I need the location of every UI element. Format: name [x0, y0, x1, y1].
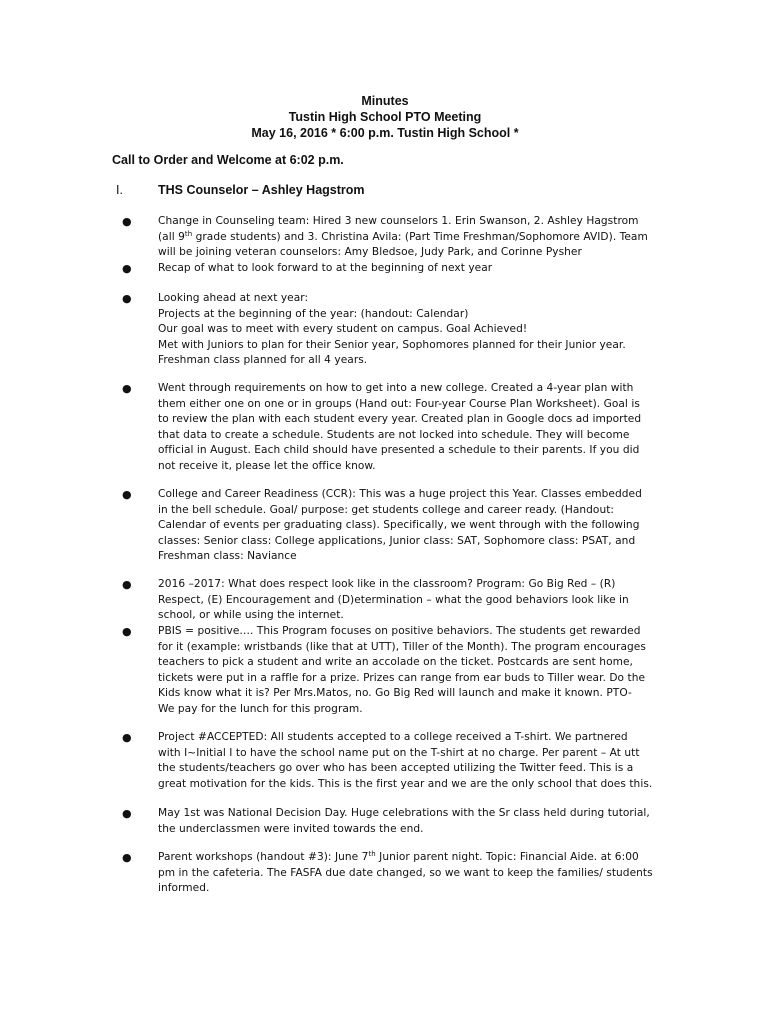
list-item-text: 2016 –2017: What does respect look like in the classroom? Program: Go Big Red – (R) Respect, (E) Encouragement and (D)etermination – what the good behaviors look like in school, or while using the internet. [158, 578, 629, 621]
section-number: I. [116, 183, 123, 197]
bullet-icon: ● [122, 488, 132, 501]
bullet-icon: ● [122, 731, 132, 744]
bullet-icon: ● [122, 625, 132, 638]
list-item-text: Project #ACCEPTED: All students accepted to a college received a T-shirt. We partnered with I~Initial I to have the school name put on the T-shirt at no charge. Per parent – At utt the students/teachers go over who has been accepted utilizing the Twitter feed. This is a great motivation for the kids. This is the first year and we are the only school that does this. [158, 731, 653, 790]
list-item-text: College and Career Readiness (CCR): This was a huge project this Year. Classes embedded in the bell schedule. Goal/ purpose: get students college and career ready. (Handout: Calendar of events per graduating class). Specifically, we went through with the following classes: Senior class: College applications, Junior class: SAT, Sophomore class: PSAT, and Freshman class: Naviance [158, 488, 642, 562]
list-item-text: Went through requirements on how to get into a new college. Created a 4-year plan with them either one on one or in groups (Hand out: Four-year Course Plan Worksheet). Goal is to review the plan with each student every year. Created plan in Google docs ad imported that data to create a schedule. Students are not locked into schedule. They will become official in August. Each child should have presented a schedule to their parents. If you did not receive it, please let the office know. [158, 382, 642, 472]
list-item-text: Looking ahead at next year: Projects at the beginning of the year: (handout: Calendar) Our goal was to meet with every student on campus. Goal Achieved! Met with Juniors to plan for their Senior year, Sophomores planned for their Junior year. Freshman class planned for all 4 years. [158, 292, 626, 366]
bullet-icon: ● [122, 578, 132, 591]
bullet-icon: ● [122, 807, 132, 820]
document-header [0, 93, 770, 141]
bullet-icon: ● [122, 262, 132, 275]
document-title: Minutes [361, 94, 409, 108]
list-item-text: May 1st was National Decision Day. Huge celebrations with the Sr class held during tutorial, the underclassmen were invited towards the end. [158, 807, 650, 835]
list-item-text: PBIS = positive…. This Program focuses on positive behaviors. The students get rewarded for it (example: wristbands (like that at UTT), Tiller of the Month). The program encourages teachers to pick a student and write an accolade on the ticket. Postcards are sent home, tickets were put in a raffle for a prize. Prizes can range from ear buds to Tiller wear. Do the Kids know what it is? Per Mrs.Matos, no. Go Big Red will launch and make it known. PTO- We pay for the lunch for this program. [158, 625, 646, 715]
list-item-text: Change in Counseling team: Hired 3 new counselors 1. Erin Swanson, 2. Ashley Hagstrom (all 9th grade students) and 3. Christina Avila: (Part Time Freshman/Sophomore AVID). Team will be joining veteran counselors: Amy Bledsoe, Judy Park, and Corinne Pysher [158, 215, 648, 258]
bullet-icon: ● [122, 382, 132, 395]
section-title: THS Counselor – Ashley Hagstrom [158, 183, 365, 197]
meeting-date: May 16, 2016 * 6:00 p.m. Tustin High School * [251, 126, 519, 140]
bullet-icon: ● [122, 851, 132, 864]
bullet-icon: ● [122, 292, 132, 305]
list-item-text: Parent workshops (handout #3): June 7th Junior parent night. Topic: Financial Aide. at 6:00 pm in the cafeteria. The FASFA due date changed, so we want to keep the families/ students informed. [158, 850, 653, 894]
bullet-icon: ● [122, 215, 132, 228]
list-item-text: Recap of what to look forward to at the beginning of next year [158, 262, 493, 274]
meeting-name: Tustin High School PTO Meeting [288, 110, 482, 124]
call-to-order: Call to Order and Welcome at 6:02 p.m. [112, 153, 344, 167]
